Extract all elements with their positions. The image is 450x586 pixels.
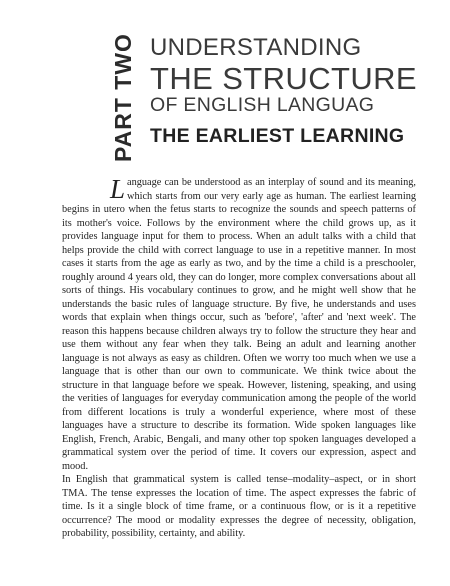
heading-line-the-structure: THE STRUCTURE [150,61,417,96]
chapter-title: THE EARLIEST LEARNING [150,124,405,147]
heading-line-understanding: UNDERSTANDING [150,34,362,61]
drop-cap: L [110,174,126,204]
paragraph [62,176,416,473]
heading-line-of-english-language: OF ENGLISH LANGUAG [150,94,375,116]
part-label: PART TWO [110,33,136,162]
paragraph: In English that grammatical system is called tense–modality–aspect, or in short TMA. The tense expresses the location of time. The aspect expresses the fabric of time. Is it a single block of time frame, or a continuous flow, or is it a repetitive occurrence? The mood or modality expresses the degree of necessity, obligation, probability, possibility, certainty, and ability. [62,474,416,539]
paragraph-text: anguage can be understood as an interplay of sound and its meaning, which starts from our very early age as human. The earliest learning begins in utero when the fetus starts to recognize the sounds and speech patterns of its mother's voice. Follows by the environment where the child grows up, as it provides language input for them to process. When an adult talks with a child that helps provide the child with correct language to use in a repetitive manner. In most cases it starts from the age as early as two, and by the time a child is a preschooler, roughly around 4 years old, they can do longer, more complex conversations about all sorts of things. His vocabulary continues to grow, and he might well show that he understands the basic rules of language structure. By five, he understands and uses words that explain when things occur, such as 'before', 'after' and 'next week'. The reason this happens because children always try to follow the structure they hear and use them without any fear when they talk. Being an adult and learning another language is not always as easy as children. Often we worry too much when we use a language that is other than our own to communicate. We think twice about the structure in that language before we speak. However, listening, speaking, and using the verities of languages for everyday communication among the people of the world from different locations is truly a wonderful experience, where most of these languages have a structure to describe its formation. Wide spoken languages like English, French, Arabic, Bengali, and many other top spoken languages developed a grammatical system over the period of time. It covers our expression, aspect and mood. [62,177,416,472]
chapter-heading [150,36,450,146]
body-text [62,176,416,541]
